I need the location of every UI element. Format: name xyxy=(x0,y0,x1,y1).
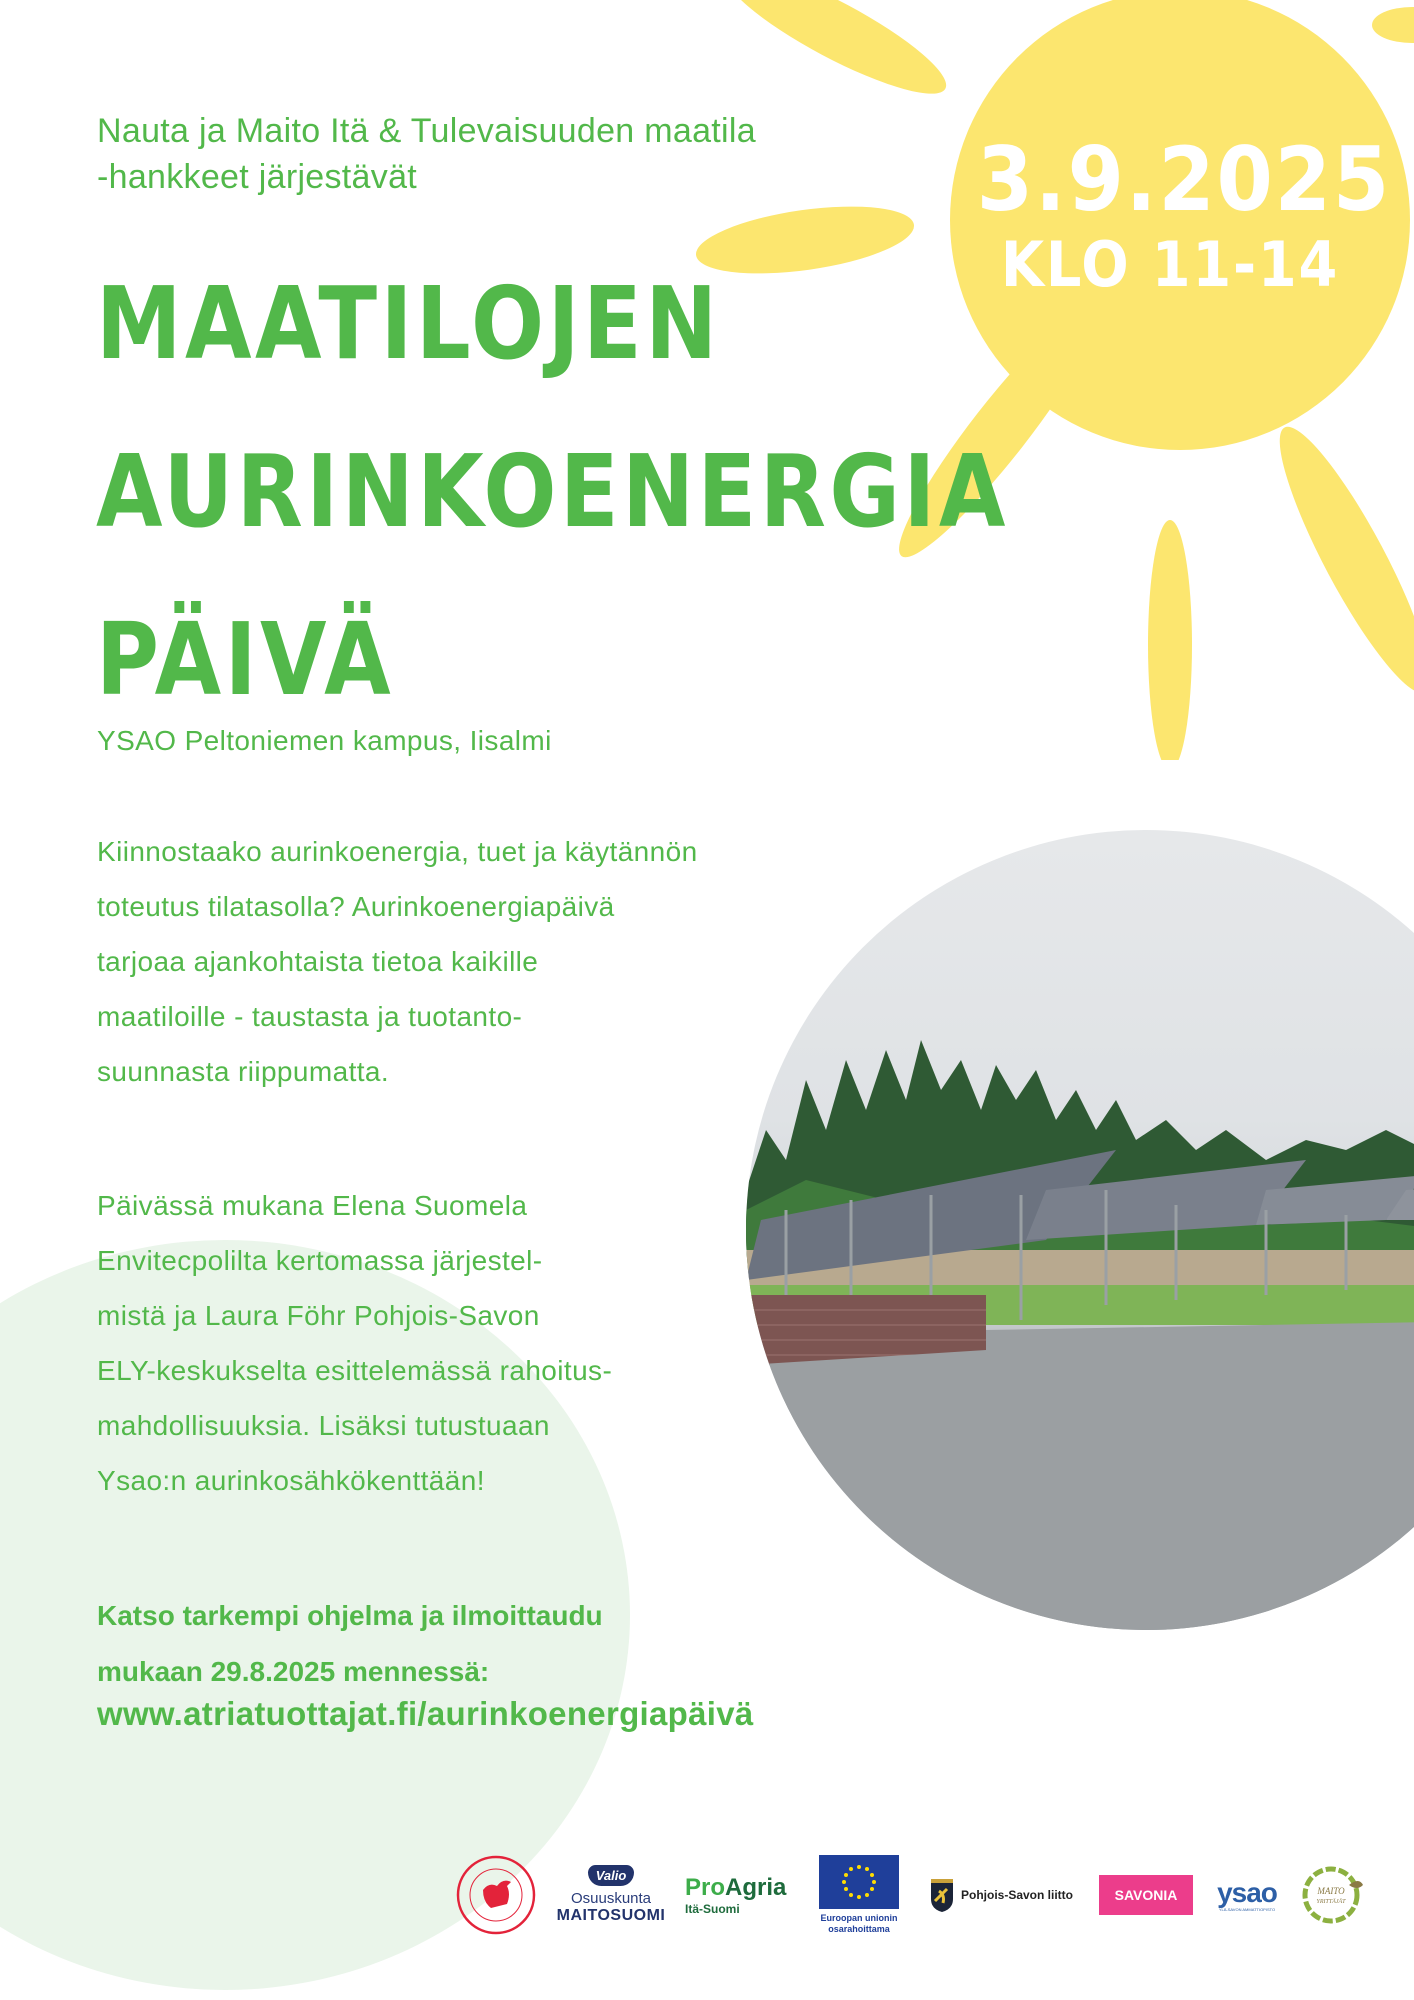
maitoyrittajat-logo xyxy=(1301,1863,1365,1927)
ysao-logo: ysao YLÄ-SAVON AMMATTIOPISTO xyxy=(1217,1876,1277,1912)
svg-text:MAITO: MAITO xyxy=(1317,1886,1345,1896)
registration-call-to-action xyxy=(97,1588,603,1700)
proagria-logo: ProAgria Itä-Suomi xyxy=(685,1874,787,1916)
svg-text:YRITTÄJÄT: YRITTÄJÄT xyxy=(1316,1899,1346,1905)
speakers-line: ELY-keskukselta esittelemässä rahoitus- xyxy=(97,1355,613,1386)
maitoyrittajat-leaf-icon xyxy=(1301,1863,1365,1927)
intro-line: maatiloille - taustasta ja tuotanto- xyxy=(97,1001,523,1032)
nautasuomi-cow-icon xyxy=(455,1854,537,1936)
organizer-line-1: Nauta ja Maito Itä & Tulevaisuuden maatila xyxy=(97,112,756,150)
savonia-logo: SAVONIA xyxy=(1099,1875,1193,1915)
intro-line: suunnasta riippumatta. xyxy=(97,1056,390,1087)
organizer-text xyxy=(97,108,977,200)
intro-line: tarjoaa ajankohtaista tietoa kaikille xyxy=(97,946,539,977)
valio-badge: Valio xyxy=(588,1865,635,1886)
pohjois-savon-liitto-logo: Pohjois-Savon liitto xyxy=(921,1877,1081,1913)
registration-link[interactable]: www.atriatuottajat.fi/aurinkoenergiapäivä xyxy=(97,1695,754,1732)
valio-maitosuomi-logo: Valio Osuuskunta MAITOSUOMI xyxy=(555,1865,667,1925)
eu-flag-icon xyxy=(819,1855,899,1909)
intro-paragraph xyxy=(97,824,737,1099)
event-date-block xyxy=(960,128,1392,301)
coat-of-arms-icon xyxy=(929,1877,955,1913)
organizer-line-2: -hankkeet järjestävät xyxy=(97,158,418,196)
event-location: YSAO Peltoniemen kampus, Iisalmi xyxy=(97,725,552,756)
speakers-paragraph xyxy=(97,1178,737,1508)
event-date: 3.9.2025 xyxy=(976,128,1392,231)
speakers-line: Ysao:n aurinkosähkökenttään! xyxy=(97,1465,485,1496)
title-line-3: PÄIVÄ xyxy=(96,601,395,718)
title-line-1: MAATILOJEN xyxy=(96,265,721,382)
partner-logos xyxy=(455,1840,1355,1950)
speakers-line: mistä ja Laura Föhr Pohjois-Savon xyxy=(97,1300,540,1331)
intro-line: Kiinnostaako aurinkoenergia, tuet ja käytännön xyxy=(97,836,698,867)
page-title xyxy=(96,240,1009,744)
speakers-line: Päivässä mukana Elena Suomela xyxy=(97,1190,528,1221)
speakers-line: Envitecpolilta kertomassa järjestel- xyxy=(97,1245,543,1276)
eu-cofunded-logo: Euroopan unionin osarahoittama xyxy=(815,1855,903,1935)
solar-field-photo xyxy=(746,830,1414,1630)
cta-line-2: mukaan 29.8.2025 mennessä: xyxy=(97,1656,490,1687)
event-time: KLO 11-14 xyxy=(1000,228,1340,301)
intro-line: toteutus tilatasolla? Aurinkoenergiapäivä xyxy=(97,891,615,922)
title-line-2: AURINKOENERGIA xyxy=(96,433,1009,550)
nautasuomi-logo xyxy=(455,1854,537,1936)
speakers-line: mahdollisuuksia. Lisäksi tutustuaan xyxy=(97,1410,550,1441)
cta-line-1: Katso tarkempi ohjelma ja ilmoittaudu xyxy=(97,1600,603,1631)
